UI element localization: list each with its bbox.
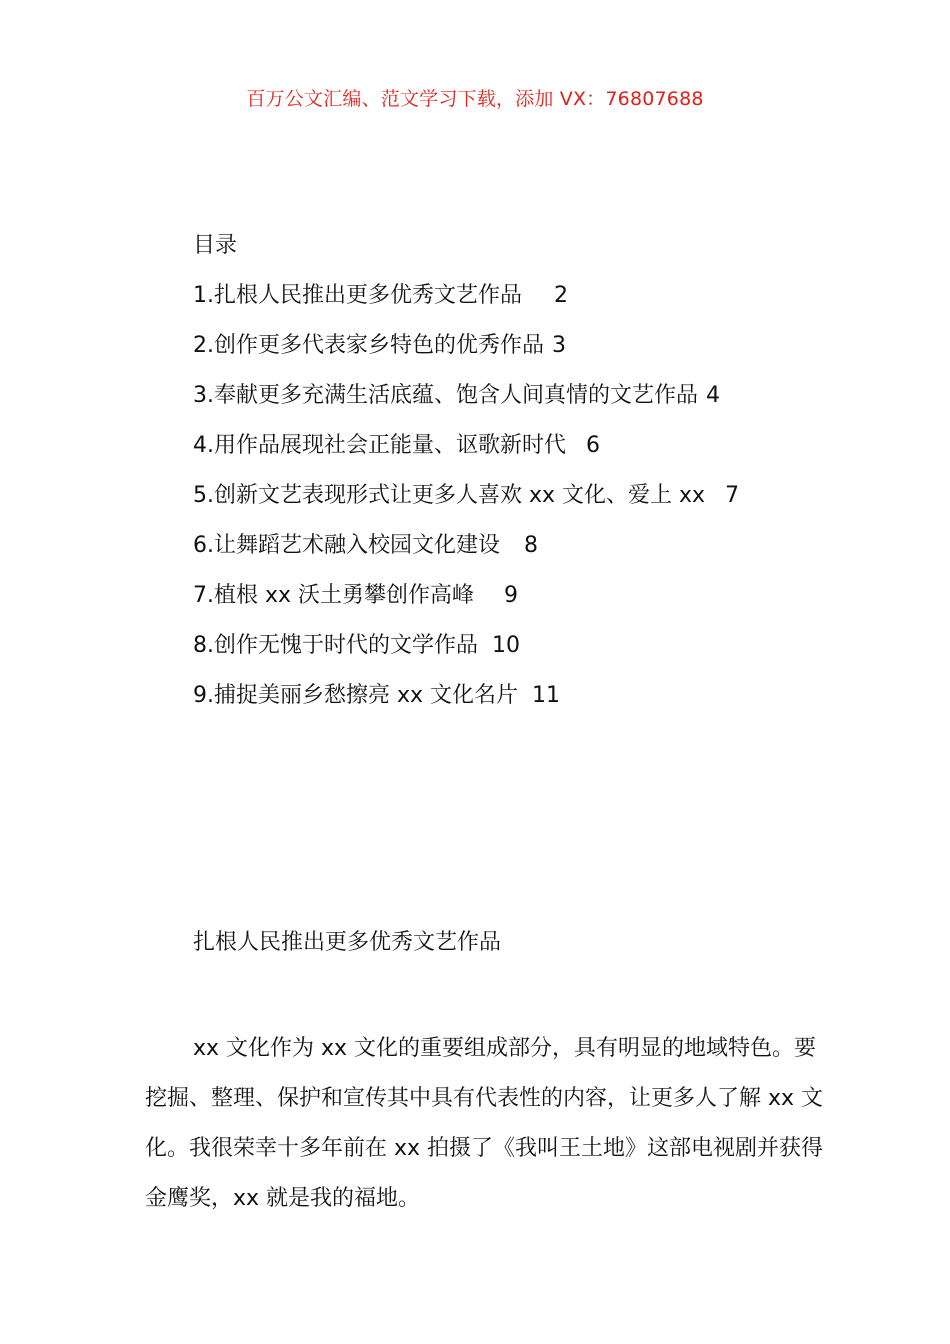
toc-item-page: 11	[532, 683, 561, 708]
toc-item-page: 3	[552, 333, 566, 358]
toc-item[interactable]	[193, 677, 873, 727]
toc-item-label: 8.创作无愧于时代的文学作品	[193, 633, 478, 658]
toc-item-page: 4	[706, 383, 720, 408]
table-of-contents	[193, 227, 873, 727]
toc-item[interactable]	[193, 577, 873, 627]
toc-item[interactable]	[193, 527, 873, 577]
toc-item-page: 7	[725, 483, 740, 508]
toc-item[interactable]	[193, 377, 873, 427]
toc-item[interactable]	[193, 477, 873, 527]
toc-item-page: 9	[504, 583, 519, 608]
header-banner: 百万公文汇编、范文学习下载，添加 VX：76807688	[246, 88, 704, 110]
body-paragraph: xx 文化作为 xx 文化的重要组成部分，具有明显的地域特色。要挖掘、整理、保护和宣传其中具有代表性的内容，让更多人了解 xx 文化。我很荣幸十多年前在 xx 拍摄了《我叫王土地》这部电视剧并获得金鹰奖，xx 就是我的福地。	[145, 1036, 824, 1211]
toc-item-label: 7.植根 xx 沃土勇攀创作高峰	[193, 583, 475, 608]
toc-item-label: 6.让舞蹈艺术融入校园文化建设	[193, 533, 500, 558]
toc-item-label: 4.用作品展现社会正能量、讴歌新时代	[193, 433, 566, 458]
toc-item-page: 6	[586, 433, 600, 458]
toc-item[interactable]	[193, 327, 873, 377]
toc-item-page: 10	[492, 633, 520, 658]
toc-item[interactable]	[193, 627, 873, 677]
toc-item-label: 3.奉献更多充满生活底蕴、饱含人间真情的文艺作品	[193, 383, 698, 408]
toc-item[interactable]	[193, 277, 873, 327]
toc-item-label: 9.捕捉美丽乡愁擦亮 xx 文化名片	[193, 683, 519, 708]
toc-item-label: 2.创作更多代表家乡特色的优秀作品	[193, 333, 544, 358]
toc-item[interactable]	[193, 427, 873, 477]
toc-title: 目录	[193, 233, 238, 258]
toc-item-page: 8	[524, 533, 538, 558]
toc-item-label: 5.创新文艺表现形式让更多人喜欢 xx 文化、爱上 xx	[193, 483, 706, 508]
toc-item-page: 2	[554, 283, 568, 308]
section-title: 扎根人民推出更多优秀文艺作品	[193, 930, 502, 955]
toc-item-label: 1.扎根人民推出更多优秀文艺作品	[193, 283, 522, 308]
